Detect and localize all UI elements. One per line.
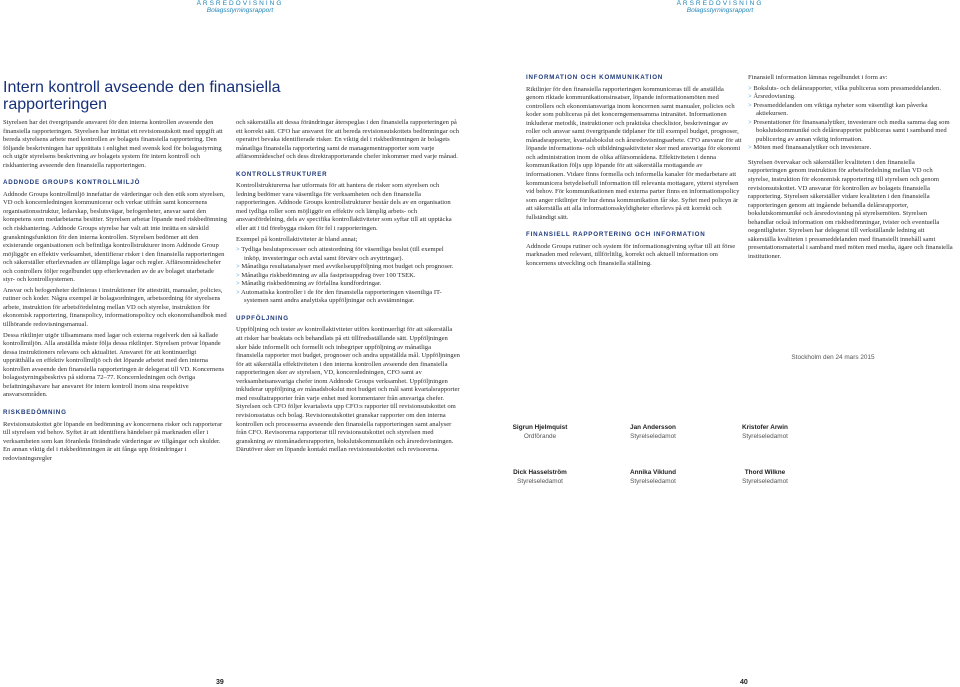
signatory-name: Sigrun Hjelmquist [512,424,568,431]
header-subtitle: Bolagsstyrningsrapport [206,7,274,15]
list-lead: Finansiell information lämnas regelbundet i form av: [748,74,888,81]
list-item: > Månatliga resultatanalyser med avvikelseuppföljning mot budget och prognoser. [236,263,454,271]
signature-place-date: Stockholm den 24 mars 2015 [791,354,875,361]
list-item: > Presentationer för finansanalytiker, investerare och media samma dag som bokslutskommuniké och delårsrapporter publiceras samt i samband med publicering av annan viktig information. [748,118,950,143]
paragraph: Uppföljning och tester av kontrollaktiviteter utförs kontinuerligt för att säkerställa att risker har beaktats och behandlats på ett tillfredsställande sätt. Uppföljningen sker både informellt och formellt och inbegriper uppföljning av månatliga finansiella rapporter mot budget, prognoser och andra uppställda mål. Uppföljningen för att säkerställa effektiviteten i den interna kontrollen avseende den finansiella rapporteringen sker av styrelsen, VD, koncernledningen, CFO samt av verksamhetsansvariga chefer inom Addnode Groups verksamhet. Uppföljningen inkluderar uppföljning av månadsbokslut mot budget och mål samt kvartalsrapporter med resultatrapporter från varje enhet med kommentarer från ansvariga chefer. Styrelsen och CFO följer kvartalsvis upp CFO:s rapporter till revisionsutskottet om revisionsstatus och bolag. Revisionsutskottet granskar rapporter om den interna kontrollen och processerna avseende den finansiella rapporteringen samt analyser från CFO. Revisorerna rapporterar till revisionsutskottet och styrelsen med granskning av niomånadersrapporten, bokslutskommunikén och årsredovisningen. Därutöver sker en löpande kontakt mellan revisionsutskottet och revisorerna. [236,326,460,454]
signatory-role: Ordförande [523,433,557,440]
arrow-icon: > [236,288,242,296]
signature-block [480,423,600,441]
paragraph: Dessa riktlinjer utgör tillsammans med lagar och externa regelverk den så kallade kontrollmiljön. Alla anställda måste följa dessa riktlinjer. Styrelsen prövar löpande dessa instruktioners relevans och aktualitet. Ansvaret för att kontinuerligt upprätthålla en effektiv kontrollmiljö och det löpande arbetet med den interna kontrollen avseende den finansiella rapporteringen är delegerat till VD. Koncernens bolagsstyrningsbeskrivs på sidorna 72–77. Koncernledningen och övriga befattningshavare har ansvaret för intern kontroll inom sina respektive ansvarsområden. [3,331,225,399]
paragraph: Addnode Groups rutiner och system för informationsgivning syftar till att förse marknaden med relevant, tillförlitlig, korrekt och aktuell information om koncernens utveckling och finansiella ställning. [526,242,736,267]
left-column-1 [3,119,227,465]
signature-block [705,423,825,441]
arrow-icon: > [748,93,754,101]
right-page [480,0,960,687]
signatory-role: Styrelseledamot [742,433,788,440]
page-number-left: 39 [216,679,224,686]
signatory-name: Annika Viklund [629,469,677,476]
signatory-role: Styrelseledamot [630,478,676,485]
signatory-name: Jan Andersson [630,424,676,431]
signature-block [593,423,713,441]
signature-block [480,468,600,486]
section-heading-kontrollstrukturer: KONTROLLSTRUKTURER [236,170,328,178]
signatory-role: Styrelseledamot [742,478,788,485]
list-item: > Möten med finansanalytiker och investerare. [748,144,872,152]
header-subtitle: Bolagsstyrningsrapport [686,7,754,15]
section-heading-uppfoljning: UPPFÖLJNING [236,314,289,322]
arrow-icon: > [236,271,242,279]
list-item: > Månatliga riskbedömning av alla fastprisuppdrag över 100 TSEK. [236,271,416,279]
section-heading-information: INFORMATION OCH KOMMUNIKATION [526,74,664,81]
list-lead: Exempel på kontrollaktiviteter är bland annat; [236,235,358,243]
signature-block [593,468,713,486]
list-item: > Tydliga beslutsprocesser och attestordning för väsentliga beslut (till exempel inköp, investeringar och avtal samt förvärv och avyttringar). [236,246,444,262]
left-column-2 [236,119,460,457]
page-number-right: 40 [740,679,748,686]
arrow-icon: > [748,101,754,109]
arrow-icon: > [236,263,242,271]
list-item: > Boksluts- och delårsrapporter, vilka publiceras som pressmeddelanden. [748,84,941,92]
intro-paragraph: Styrelsen har det övergripande ansvaret för den interna kontrollen avseende den finansiella rapporteringen. Styrelsen har inrättat ett revisionsutskott med uppgift att bereda styrelsens arbete med kontrollen av bolagets finansiella rapportering. Den följande beskrivningen har upprättats i enlighet med svensk kod för bolagsstyrning och utgör styrelsens beskrivning av bolagets system för intern kontroll och riskhantering avseende den finansiella rapporteringen. [3,119,223,169]
paragraph: Revisionsutskottet gör löpande en bedömning av koncernens risker och rapporterar till styrelsen vid behov. Syftet är att identifiera händelser på marknaden eller i verksamheten som kan föranleda förändrade värderingar av tillgångar och skulder. En annan viktig del i riskbedömningen är att fånga upp förändringar i redovisningsregler [3,420,223,462]
header-title: ÅRSREDOVISNING [676,0,764,7]
right-column-1 [526,74,742,270]
page-header-right [480,0,960,15]
paragraph: Addnode Groups kontrollmiljö innefattar de värderingar och den etik som styrelsen, VD och koncernledningen kommunicerar och verkar utifrån samt koncernens organisationsstruktur, ledarskap, beslutsvägar, befogenheter, ansvar samt den kompetens som medarbetarna besitter. Styrelsen arbetar löpande med riskbedömning och riskhantering. Addnode Groups styrelse har valt att inte inrätta en särskild granskningsfunktion för den interna kontrollen. Styrelsen bedömer att den existerande organisationen och befintliga kontrollstrukturer inom Addnode Group möjliggör en effektiv verksamhet, identifierar risker i den finansiella rapporteringen och säkerställer efterlevnaden av tillämpliga lagar och regler. Affärsområdeschefer och controllers följer regelbundet upp efterlevnaden av de av bolaget utarbetade styr- och kontrollsystemen. [3,190,227,284]
paragraph: Kontrollstrukturerna har utformats för att hantera de risker som styrelsen och ledning bedömer vara väsentliga för verksamheten och den finansiella rapporteringen. Addnode Groups kontrollstrukturer består dels av en organisation med tydliga roller som möjliggör en effektiv och lämplig arbets- och ansvarsfördelning, dels av specifika kontrollaktiviteter som syftar till att upptäcka eller att i tid förebygga risken för fel i rapporteringen. [236,182,452,233]
paragraph: och säkerställa att dessa förändringar återspeglas i den finansiella rapporteringen på ett korrekt sätt. CFO har ansvaret för att bereda revisionsutskottets bedömningar och operativt bevaka identifierade risker. En viktig del i riskbedömningen är bolagets månatliga finansiella rapportering samt de managementrapporter som varje affärsområdeschef och dess direktrapporterande chefer inkommer med varje månad. [236,119,460,161]
section-heading-finansiell-rapportering: FINANSIELL RAPPORTERING OCH INFORMATION [526,231,706,239]
arrow-icon: > [236,280,242,288]
page-title: Intern kontroll avseende den finansiella rapporteringen [3,79,281,113]
list-item: > Pressmeddelanden om viktiga nyheter som väsentligt kan påverka aktiekursen. [748,101,928,118]
arrow-icon: > [236,246,242,254]
signatory-name: Kristofer Arwin [742,424,788,431]
section-heading-riskbedomning: RISKBEDÖMNING [3,408,67,416]
signatory-role: Styrelseledamot [630,433,676,440]
header-title: ÅRSREDOVISNING [196,0,284,7]
paragraph: Styrelsen övervakar och säkerställer kvaliteten i den finansiella rapporteringen genom instruktion för arbetsfördelning mellan VD och styrelse, instruktion för ekonomisk rapportering till styrelsen och genom revisionsutskottet. VD ansvarar för kontrollen av bolagets finansiella rapportering. Styrelsen säkerställer vidare kvaliteten i den finansiella rapporteringen genom att ingående behandla delårsrapporter, bokslutskommuniké och årsredovisning på styrelsemöten. Styrelsen behandlar också information om riskbedömningar, tvister och eventuella oegentligheter. Styrelsen har delegerat till verkställande ledning att säkerställa kvaliteten i pressmeddelanden med finansiellt innehåll samt presentationsmaterial i samband med möten med media, ägare och finansiella institutioner. [748,158,953,260]
paragraph: Ansvar och befogenheter definieras i instruktioner för attesträtt, manualer, policies, rutiner och koder. Några exempel är bolagsordningen, arbetsordning för styrelsens arbete, instruktion för arbetsfördelning mellan VD och styrelse, instruktion för ekonomisk rapportering, finanspolicy, informationspolicy och ekonomihandbok med tillhörande redovisningsmanual. [3,286,227,329]
arrow-icon: > [748,144,754,152]
list-item: > Månatlig riskbedömning av förfallna kundfordringar. [236,280,382,288]
list-item: > Årsredovisning. [748,93,796,101]
signatory-name: Dick Hasselström [513,469,567,476]
right-column-2 [748,74,953,263]
control-activities-list [236,246,460,306]
arrow-icon: > [748,118,754,126]
signatory-name: Thord Wilkne [744,469,786,476]
signature-block [705,468,825,486]
paragraph: Riktlinjer för den finansiella rapporteringen kommuniceras till de anställda genom riktade kommunikationsinsatser, löpande informationsmöten med controllers och ekonomiansvariga inom koncernen samt manualer, policies och koder som publiceras på det koncerngemensamma intranätet. Informationen inkluderar metodik, instruktioner och praktiska checklistor, beskrivningar av roller och ansvar samt övergripande tidplaner för till exempel budget, prognoser, månadsrapporter, kvartalsbokslut och årsredovisningsarbete. CFO ansvarar för att löpande informations- och utbildningsaktiviteter sker med ansvariga för ekonomi och administration inom de olika affärsområdena. Effektiviteten i denna kommunikation följs upp löpande för att säkerställa mottagande av informationen. Vidare finns formella och informella kanaler för medarbetare att kommunicera betydelsefull information till relevanta mottagare, ytterst styrelsen vid behov. För kommunikationen med externa parter finns en informationspolicy som anger riktlinjer för hur denna kommunikation får ske. Syftet med policyn är att säkerställa att alla informationsskyldigheter efterlevs på ett korrekt och fullständigt sätt. [526,85,742,221]
section-heading-kontrollmiljo: ADDNODE GROUPS KONTROLLMILJÖ [3,179,141,187]
page-header-left [0,0,480,15]
arrow-icon: > [748,84,754,92]
list-item: > Automatiska kontroller i de för den finansiella rapporteringen väsentliga IT-systemen samt andra analytiska uppföljningar och avstämningar. [236,288,442,305]
signatory-role: Styrelseledamot [517,478,563,485]
financial-info-list [748,85,953,153]
